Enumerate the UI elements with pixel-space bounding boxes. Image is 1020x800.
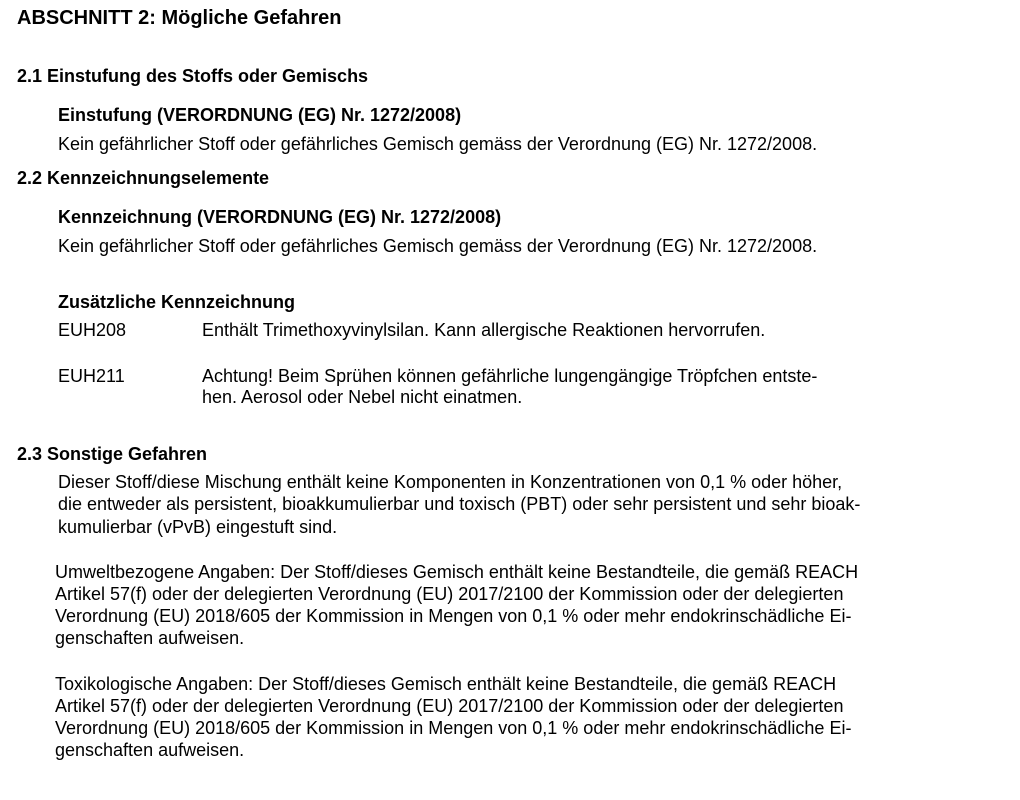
- tox-paragraph-line-3: Verordnung (EU) 2018/605 der Kommission in Mengen von 0,1 % oder mehr endokrinschädliche Ei-: [55, 718, 852, 738]
- heading-2-1: 2.1 Einstufung des Stoffs oder Gemischs: [17, 66, 369, 86]
- subheading-kennzeichnung: Kennzeichnung (VERORDNUNG (EG) Nr. 1272/2008): [58, 207, 502, 227]
- einstufung-text: Kein gefährlicher Stoff oder gefährliches Gemisch gemäss der Verordnung (EG) Nr. 1272/2008.: [58, 134, 818, 154]
- pbt-paragraph-line-2: die entweder als persistent, bioakkumulierbar und toxisch (PBT) oder sehr persistent und sehr bioak-: [58, 494, 861, 514]
- tox-paragraph-line-4: genschaften aufweisen.: [55, 740, 245, 760]
- euh211-text-line-2: hen. Aerosol oder Nebel nicht einatmen.: [202, 387, 523, 407]
- tox-paragraph-line-2: Artikel 57(f) oder der delegierten Verordnung (EU) 2017/2100 der Kommission oder der delegierten: [55, 696, 844, 716]
- euh208-text: Enthält Trimethoxyvinylsilan. Kann allergische Reaktionen hervorrufen.: [202, 320, 766, 340]
- umwelt-paragraph-line-4: genschaften aufweisen.: [55, 628, 245, 648]
- euh208-code: EUH208: [58, 320, 127, 340]
- euh211-text-line-1: Achtung! Beim Sprühen können gefährliche lungengängige Tröpfchen entste-: [202, 366, 818, 386]
- heading-2-3: 2.3 Sonstige Gefahren: [17, 444, 208, 464]
- kennzeichnung-text: Kein gefährlicher Stoff oder gefährliches Gemisch gemäss der Verordnung (EG) Nr. 1272/2008.: [58, 236, 818, 256]
- pbt-paragraph-line-3: kumulierbar (vPvB) eingestuft sind.: [58, 517, 338, 537]
- euh211-code: EUH211: [58, 366, 125, 386]
- umwelt-paragraph-line-3: Verordnung (EU) 2018/605 der Kommission in Mengen von 0,1 % oder mehr endokrinschädliche Ei-: [55, 606, 852, 626]
- umwelt-paragraph-line-1: Umweltbezogene Angaben: Der Stoff/dieses Gemisch enthält keine Bestandteile, die gemäß REACH: [55, 562, 859, 582]
- heading-2-2: 2.2 Kennzeichnungselemente: [17, 168, 270, 188]
- section-title: ABSCHNITT 2: Mögliche Gefahren: [17, 7, 342, 29]
- tox-paragraph-line-1: Toxikologische Angaben: Der Stoff/dieses Gemisch enthält keine Bestandteile, die gemäß REACH: [55, 674, 837, 694]
- pbt-paragraph-line-1: Dieser Stoff/diese Mischung enthält keine Komponenten in Konzentrationen von 0,1 % oder höher,: [58, 472, 843, 492]
- subheading-zusaetzliche-kennzeichnung: Zusätzliche Kennzeichnung: [58, 292, 296, 312]
- umwelt-paragraph-line-2: Artikel 57(f) oder der delegierten Verordnung (EU) 2017/2100 der Kommission oder der delegierten: [55, 584, 844, 604]
- subheading-einstufung: Einstufung (VERORDNUNG (EG) Nr. 1272/2008): [58, 105, 462, 125]
